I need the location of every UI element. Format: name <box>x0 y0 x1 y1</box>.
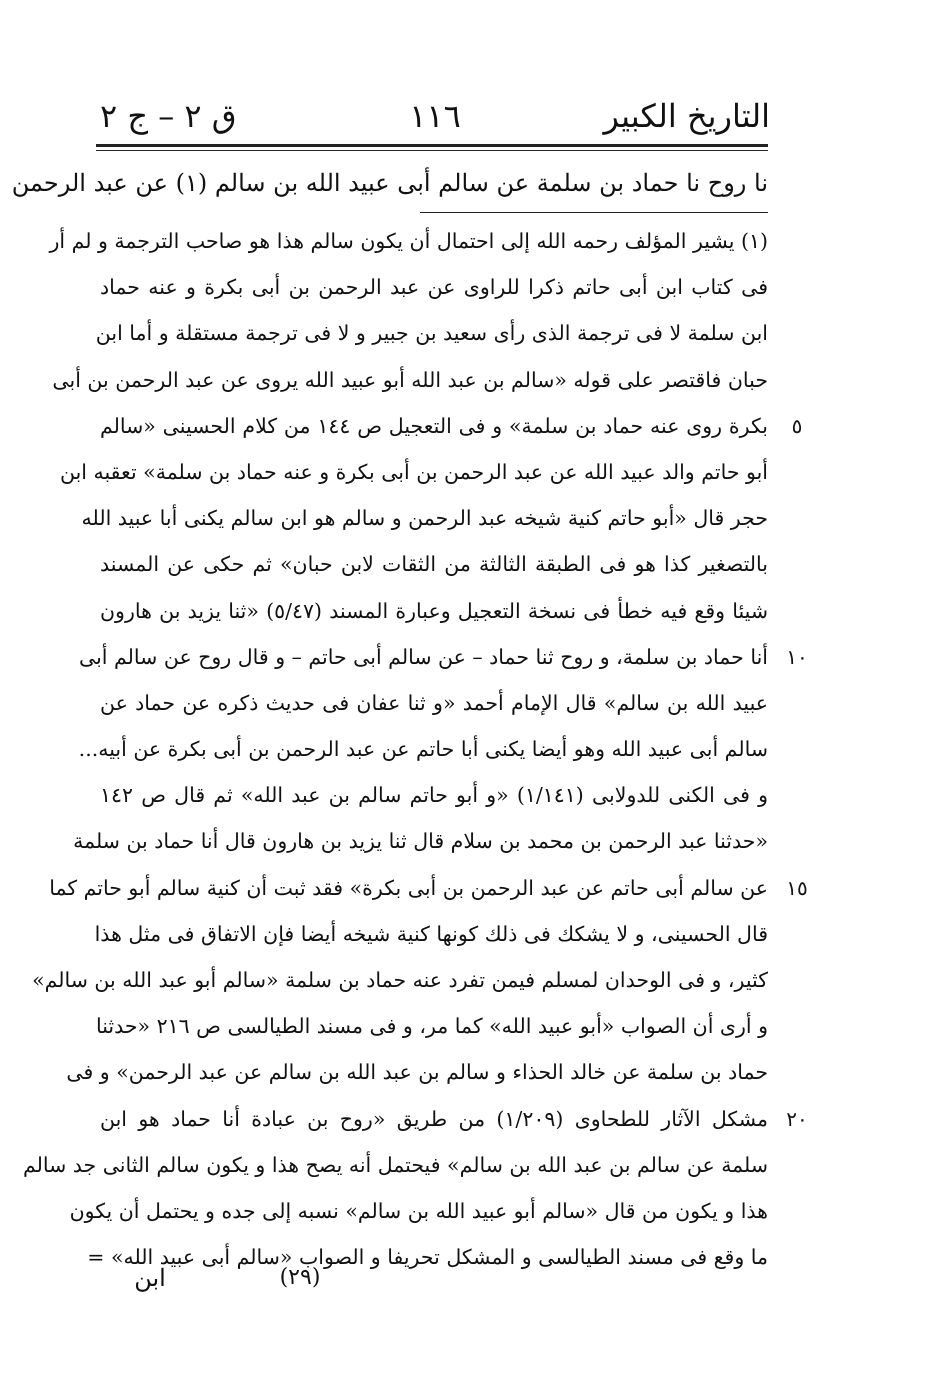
line-number: ١٥ <box>786 875 808 900</box>
footnote-line: (١) يشير المؤلف رحمه الله إلى احتمال أن يكون سالم هذا هو صاحب الترجمة و لم أر <box>49 229 768 253</box>
page-header <box>100 92 770 140</box>
part-volume-label: ق ٢ – ج ٢ <box>100 97 237 135</box>
footnote-line: حجر قال «أبو حاتم كنية شيخه عبد الرحمن و سالم هو ابن سالم يكنى أبا عبيد الله <box>81 506 768 531</box>
catchword: ابن <box>134 1264 166 1292</box>
footnote-line: قال الحسينى، و لا يشكك فى ذلك كونها كنية شيخه أيضا فإن الاتفاق فى مثل هذا <box>94 921 768 946</box>
footnote-line: أبو حاتم والد عبيد الله عن عبد الرحمن بن أبى بكرة و عنه حماد بن سلمة» تعقبه ابن <box>59 459 768 484</box>
signature-mark: (٢٩) <box>279 1265 321 1290</box>
footnote-line: سالم أبى عبيد الله وهو أيضا يكنى أبا حاتم عن عبد الرحمن بن أبى بكرة عن أبيه... <box>78 737 768 762</box>
footnote-separator <box>420 212 768 213</box>
line-number: ٥ <box>791 413 803 438</box>
line-number: ٢٠ <box>786 1106 808 1131</box>
footnote-line: فى كتاب ابن أبى حاتم ذكرا للراوى عن عبد الرحمن بن أبى بكرة و عنه حماد <box>100 275 768 300</box>
footnote-line: «حدثنا عبد الرحمن بن محمد بن سلام قال ثنا يزيد بن هارون قال أنا حماد بن سلمة <box>73 829 768 854</box>
page-number: ١١٦ <box>409 97 461 135</box>
footnote-line: سلمة عن سالم بن عبد الله بن سالم» فيحتمل أنه يصح هذا و يكون سالم الثانى جد سالم <box>22 1152 768 1177</box>
footnote-line: مشكل الآثار للطحاوى (١/٢٠٩) من طريق «روح بن عبادة أنا حماد هو ابن <box>100 1106 768 1131</box>
running-title: التاريخ الكبير <box>603 97 770 135</box>
footnote-line: ما وقع فى مسند الطيالسى و المشكل تحريفا و الصواب «سالم أبى عبيد الله» = <box>87 1245 768 1270</box>
header-rule <box>96 144 768 147</box>
footnote-line: عن سالم أبى حاتم عن عبد الرحمن بن أبى بكرة» فقد ثبت أن كنية سالم أبو حاتم كما <box>49 875 768 900</box>
footnote-line: بالتصغير كذا هو فى الطبقة الثالثة من الثقات لابن حبان» ثم حكى عن المسند <box>100 552 768 577</box>
footnote-line: بكرة روى عنه حماد بن سلمة» و فى التعجيل ص ١٤٤ من كلام الحسينى «سالم <box>100 413 768 438</box>
footnote-line: و أرى أن الصواب «أبو عبيد الله» كما مر، و فى مسند الطيالسى ص ٢١٦ «حدثنا <box>95 1014 768 1039</box>
footnote-line: كثير، و فى الوحدان لمسلم فيمن تفرد عنه حماد بن سلمة «سالم أبو عبد الله بن سالم» <box>32 968 768 992</box>
footnote-line: حماد بن سلمة عن خالد الحذاء و سالم بن عبد الله بن سالم عن عبد الرحمن» و فى <box>66 1060 768 1085</box>
footnote-line: هذا و يكون من قال «سالم أبو عبيد الله بن سالم» نسبه إلى جده و يحتمل أن يكون <box>69 1198 768 1223</box>
footnote-line: و فى الكنى للدولابى (١/١٤١) «و أبو حاتم سالم بن عبد الله» ثم قال ص ١٤٢ <box>100 783 769 808</box>
footnote-line: حبان فاقتصر على قوله «سالم بن عبد الله أبو عبيد الله يروى عن عبد الرحمن بن أبى <box>52 367 768 392</box>
footnote-line: شيئا وقع فيه خطأ فى نسخة التعجيل وعبارة المسند (٥/٤٧) «ثنا يزيد بن هارون <box>100 598 768 623</box>
footnote-line: ابن سلمة لا فى ترجمة الذى رأى سعيد بن جبير و لا فى ترجمة مستقلة و أما ابن <box>95 321 768 346</box>
footnote-block <box>22 218 769 1280</box>
header-rule-thin <box>96 150 768 151</box>
line-number: ١٠ <box>786 644 808 669</box>
footnote-line: عبيد الله بن سالم» قال الإمام أحمد «و ثنا عفان فى حديث ذكره عن حماد عن <box>100 690 768 715</box>
main-text-line: نا روح نا حماد بن سلمة عن سالم أبى عبيد الله بن سالم (١) عن عبد الرحمن <box>11 169 768 197</box>
footnote-line: أنا حماد بن سلمة، و روح ثنا حماد – عن سالم أبى حاتم – و قال روح عن سالم أبى <box>79 644 768 669</box>
